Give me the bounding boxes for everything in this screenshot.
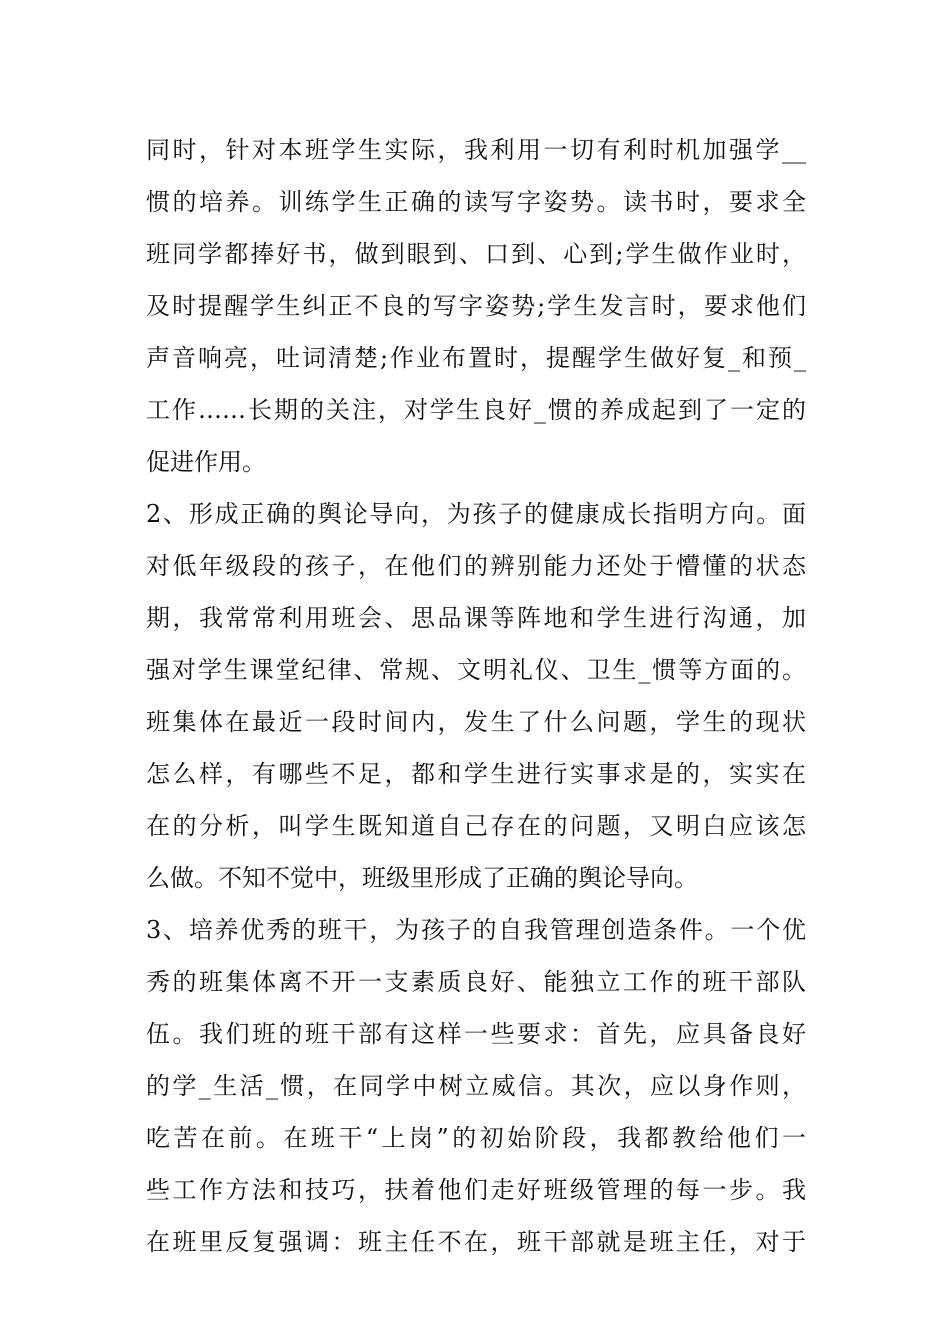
text-line: 声音响亮，吐词清楚;作业布置时，提醒学生做好复_和预_ [146, 344, 806, 372]
text-line: 秀的班集体离不开一支素质良好、能独立工作的班干部队 [146, 968, 806, 996]
text-line: 么做。不知不觉中，班级里形成了正确的舆论导向。 [146, 864, 698, 892]
text-line: 期，我常常利用班会、思品课等阵地和学生进行沟通，加 [146, 604, 806, 632]
text-line: 班同学都捧好书，做到眼到、口到、心到;学生做作业时， [146, 240, 806, 268]
text-line: 2、形成正确的舆论导向，为孩子的健康成长指明方向。面 [146, 500, 806, 528]
text-line: 3、培养优秀的班干，为孩子的自我管理创造条件。一个优 [146, 916, 806, 944]
text-line: 强对学生课堂纪律、常规、文明礼仪、卫生_惯等方面的。 [146, 656, 806, 684]
text-line: 同时，针对本班学生实际，我利用一切有利时机加强学__ [146, 136, 806, 164]
text-line: 的学_生活_惯，在同学中树立威信。其次，应以身作则， [146, 1072, 806, 1100]
text-line: 些工作方法和技巧，扶着他们走好班级管理的每一步。我 [146, 1176, 806, 1204]
text-line: 在的分析，叫学生既知道自己存在的问题，又明白应该怎 [146, 812, 806, 840]
text-line: 惯的培养。训练学生正确的读写字姿势。读书时，要求全 [146, 188, 806, 216]
text-line: 班集体在最近一段时间内，发生了什么问题，学生的现状 [146, 708, 806, 736]
text-line: 吃苦在前。在班干“上岗”的初始阶段，我都教给他们一 [146, 1124, 806, 1152]
body-text [146, 124, 806, 1268]
text-line: 促进作用。 [146, 448, 266, 476]
text-line: 怎么样，有哪些不足，都和学生进行实事求是的，实实在 [146, 760, 806, 788]
text-line: 工作……长期的关注，对学生良好_惯的养成起到了一定的 [146, 396, 806, 424]
text-line: 及时提醒学生纠正不良的写字姿势;学生发言时，要求他们 [146, 292, 806, 320]
text-line: 在班里反复强调：班主任不在，班干部就是班主任，对于 [146, 1228, 806, 1256]
text-line: 伍。我们班的班干部有这样一些要求：首先，应具备良好 [146, 1020, 806, 1048]
text-line: 对低年级段的孩子，在他们的辨别能力还处于懵懂的状态 [146, 552, 806, 580]
